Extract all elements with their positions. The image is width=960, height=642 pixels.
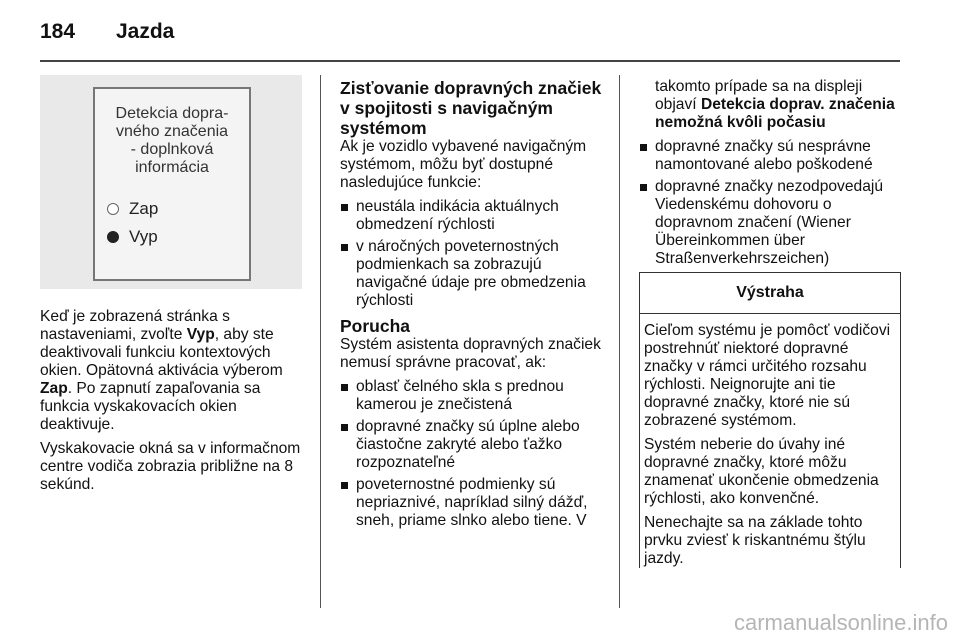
- display-screen: [93, 87, 251, 281]
- list-item-text: oblasť čelného skla s prednou kamerou je znečistená: [356, 378, 564, 413]
- page-number: 184: [40, 20, 76, 43]
- screen-title-line: - doplnková: [130, 141, 214, 158]
- bold-term: Zap: [40, 380, 68, 397]
- list-item: [340, 198, 608, 234]
- radio-selected-icon: [107, 231, 119, 243]
- screen-title-line: vného značenia: [115, 123, 229, 140]
- screen-option-label: Vyp: [129, 227, 158, 246]
- square-bullet-icon: [341, 244, 348, 251]
- screen-title-line: Detekcia dopra-: [115, 105, 229, 122]
- screen-option-zap: [107, 199, 158, 219]
- screen-title-line: informácia: [135, 159, 209, 176]
- section-heading: Zisťovanie dopravných značiek v spojitosti s navigačným systémom: [340, 78, 602, 138]
- paragraph: Ak je vozidlo vybavené navigačným systémom, môžu byť dostupné nasledujúce funkcie:: [340, 138, 587, 191]
- list-item-text: dopravné značky nezodpovedajú Viedenskému dohovoru o dopravnom značení (Wiener Übereinkommen über Straßenverkehrszeichen): [655, 178, 884, 267]
- warning-body: [640, 314, 900, 568]
- paragraph: Nenechajte sa na základe tohto prvku zviesť k riskantnému štýlu jazdy.: [644, 514, 866, 567]
- screen-option-vyp: [107, 227, 158, 247]
- bold-term: Vyp: [186, 326, 215, 343]
- paragraph: Cieľom systému je pomôcť vodičovi postrehnúť niektoré dopravné značky v rámci určitého rozsahu rýchlosti. Neignorujte ani tie dopravné značky, ktoré nie sú zobrazené systémom.: [644, 322, 891, 429]
- square-bullet-icon: [640, 144, 647, 151]
- header-rule: [40, 60, 900, 62]
- paragraph: Vyskakovacie okná sa v informačnom centre vodiča zobrazia približne na 8 sekúnd.: [40, 440, 301, 493]
- text-run: Keď je zobrazená stránka s nastaveniami, zvoľte: [40, 308, 230, 343]
- paragraph: [639, 78, 901, 132]
- paragraph: Systém asistenta dopravných značiek nemusí správne pracovať, ak:: [340, 336, 601, 371]
- list-item: [340, 378, 608, 414]
- section-title: Jazda: [116, 20, 175, 43]
- text-run: takomto prípade sa na displeji objaví: [655, 78, 863, 113]
- warning-title: Výstraha: [640, 273, 900, 314]
- square-bullet-icon: [341, 384, 348, 391]
- list-item-text: poveternostné podmienky sú nepriaznivé, napríklad silný dážď, sneh, priame slnko alebo tiene. V: [356, 476, 588, 529]
- screen-title: [95, 105, 249, 177]
- list-item: [340, 476, 608, 530]
- list-item-text: v náročných poveternostných podmienkach sa zobrazujú navigačné údaje pre obmedzenia rýchlosti: [356, 238, 586, 309]
- column-3: [639, 78, 901, 274]
- square-bullet-icon: [341, 482, 348, 489]
- column-2: [340, 78, 608, 536]
- radio-empty-icon: [107, 203, 119, 215]
- square-bullet-icon: [640, 184, 647, 191]
- list-item-text: dopravné značky sú nesprávne namontované alebo poškodené: [655, 138, 873, 173]
- watermark: carmanualsonline.info: [733, 610, 948, 635]
- section-heading: Porucha: [340, 316, 411, 336]
- display-illustration: [40, 75, 302, 289]
- paragraph: [40, 308, 310, 434]
- list-item: [639, 178, 901, 268]
- column-1: [40, 308, 310, 500]
- bullet-list: [639, 138, 901, 268]
- paragraph: Systém neberie do úvahy iné dopravné značky, ktoré môžu znamenať ukončenie obmedzenia rýchlosti, ako konvenčné.: [644, 436, 879, 507]
- square-bullet-icon: [341, 204, 348, 211]
- bullet-list: [340, 378, 608, 530]
- list-item: [340, 418, 608, 472]
- list-item-text: dopravné značky sú úplne alebo čiastočne zakryté alebo ťažko rozpoznateľné: [356, 418, 580, 471]
- bold-term: Detekcia doprav. značenia nemožná kvôli počasiu: [655, 96, 895, 131]
- list-item-text: neustála indikácia aktuálnych obmedzení rýchlosti: [356, 198, 559, 233]
- square-bullet-icon: [341, 424, 348, 431]
- text-run: . Po zapnutí zapaľovania sa funkcia vyskakovacích okien deaktivuje.: [40, 380, 261, 433]
- column-divider-2: [619, 75, 620, 608]
- list-item: [639, 138, 901, 174]
- text-run: , aby ste deaktivovali funkciu kontextových okien. Opätovná aktivácia výberom: [40, 326, 283, 379]
- column-divider-1: [320, 75, 321, 608]
- warning-box: [639, 272, 901, 568]
- screen-option-label: Zap: [129, 199, 159, 218]
- list-item: [340, 238, 608, 310]
- bullet-list: [340, 198, 608, 310]
